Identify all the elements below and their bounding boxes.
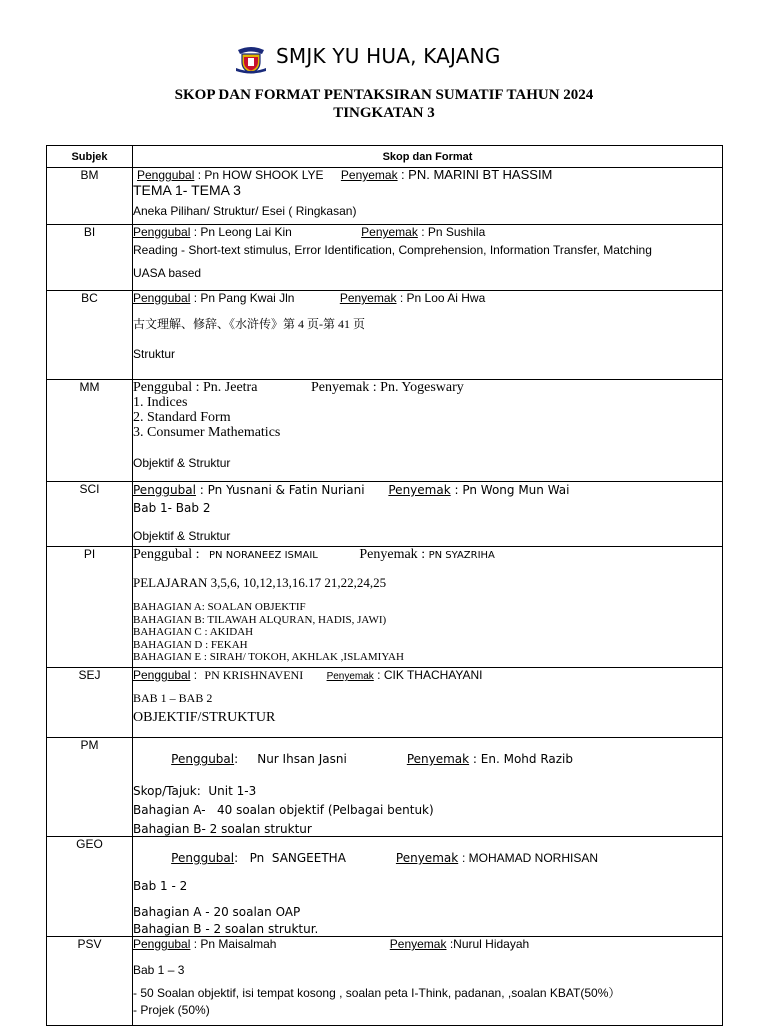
scope-line: Objektif & Struktur [133, 456, 231, 470]
subject-cell: SCI [47, 482, 133, 547]
scope-line: Bahagian B- 2 soalan struktur [133, 822, 312, 836]
penggubal-colon: : [195, 547, 200, 562]
subject-cell: PSV [47, 937, 133, 1026]
scope-line: 2. Standard Form [133, 410, 231, 425]
table-row [47, 547, 723, 668]
penyemak-label: Penyemak [340, 168, 398, 182]
scope-line: Bab 1- Bab 2 [133, 501, 211, 515]
scope-cell [133, 837, 723, 937]
scope-line: 1. Indices [133, 395, 188, 410]
penyemak-label: Penyemak [310, 380, 370, 395]
scope-line: BAB 1 – BAB 2 [133, 691, 213, 705]
scope-line: Aneka Pilihan/ Struktur/ Esei ( Ringkasan) [133, 204, 357, 218]
school-crest-icon [234, 44, 268, 74]
document-title: SKOP DAN FORMAT PENTAKSIRAN SUMATIF TAHUN 2024 [174, 87, 594, 103]
table-row [47, 738, 723, 837]
penyemak-name: : En. Mohd Razib [472, 752, 574, 766]
scope-cell [133, 168, 723, 225]
scope-line: BAHAGIAN C : AKIDAH [133, 626, 254, 638]
penggubal-label: Penggubal [171, 851, 235, 865]
scope-line: BAHAGIAN D : FEKAH [133, 638, 248, 651]
penyemak-label: Penyemak [406, 752, 470, 766]
scope-line: BAHAGIAN B: TILAWAH ALQURAN, HADIS, JAWI) [133, 613, 387, 626]
penggubal-name: : Pn Maisalmah [193, 937, 277, 951]
table-row [47, 380, 723, 482]
penggubal-label: Penggubal [133, 291, 191, 305]
penggubal-label: Penggubal [133, 937, 191, 951]
scope-cell [133, 547, 723, 668]
column-header-scope: Skop dan Format [133, 146, 723, 168]
penggubal-name: : Pn. Jeetra [195, 380, 258, 395]
penyemak-label: Penyemak [395, 851, 459, 865]
penyemak-name: : PN. MARINI BT HASSIM [400, 167, 553, 182]
penggubal-name: PN KRISHNAVENI [204, 668, 304, 682]
document-subtitle: TINGKATAN 3 [333, 105, 435, 121]
scope-line: Reading - Short-text stimulus, Error Identification, Comprehension, Information Transfer, Matching [133, 243, 652, 257]
penggubal-label: Penggubal [133, 483, 196, 497]
scope-line: TEMA 1- TEMA 3 [133, 182, 241, 198]
table-row [47, 668, 723, 738]
scope-cell [133, 291, 723, 380]
scope-line: Struktur [133, 347, 176, 361]
penyemak-label: Penyemak [361, 225, 418, 239]
penyemak-name: PN SYAZRIHA [428, 550, 495, 561]
penggubal-name: : Pn HOW SHOOK LYE [197, 168, 324, 182]
subject-cell: PM [47, 738, 133, 837]
scope-line: Bahagian B - 2 soalan struktur. [133, 922, 319, 936]
penyemak-name: : Pn Sushila [421, 225, 486, 239]
table-row [47, 837, 723, 937]
scope-line: 3. Consumer Mathematics [133, 425, 281, 440]
scope-line: PELAJARAN 3,5,6, 10,12,13,16.17 21,22,24,25 [133, 575, 387, 590]
penggubal-name: : Nur Ihsan Jasni [234, 752, 347, 766]
scope-line: - Projek (50%) [133, 1003, 210, 1017]
penyemak-name: :Nurul Hidayah [449, 937, 530, 951]
scope-cell [133, 380, 723, 482]
table-row [47, 937, 723, 1026]
subject-cell: BI [47, 225, 133, 291]
scope-cell [133, 738, 723, 837]
column-header-subject: Subjek [47, 146, 133, 168]
scope-line: Bahagian A- 40 soalan objektif (Pelbagai bentuk) [133, 803, 434, 817]
subject-cell: MM [47, 380, 133, 482]
penyemak-name: : MOHAMAD NORHISAN [462, 851, 599, 865]
penggubal-name: PN NORANEEZ ISMAIL [209, 550, 318, 561]
penggubal-name: : Pn SANGEETHA [234, 851, 346, 865]
penggubal-label: Penggubal [133, 668, 191, 682]
penggubal-colon: : [193, 668, 198, 682]
scope-line: Objektif & Struktur [133, 529, 231, 543]
penyemak-name: : CIK THACHAYANI [377, 668, 483, 682]
table-header-row [47, 146, 723, 168]
penyemak-label: Penyemak [389, 937, 447, 951]
scope-line: BAHAGIAN E : SIRAH/ TOKOH, AKHLAK ,ISLAMIYAH [133, 651, 404, 663]
penggubal-name: : Pn Pang Kwai Jln [193, 291, 295, 305]
scope-cell [133, 225, 723, 291]
subject-cell: BC [47, 291, 133, 380]
penyemak-colon: : [421, 547, 426, 562]
subject-cell: BM [47, 168, 133, 225]
penggubal-name: : Pn Leong Lai Kin [193, 225, 292, 239]
subject-cell: SEJ [47, 668, 133, 738]
scope-line: Bab 1 - 2 [133, 879, 188, 893]
scope-line: UASA based [133, 266, 202, 280]
penyemak-label: Penyemak [359, 547, 418, 562]
table-row [47, 168, 723, 225]
penyemak-label: Penyemak [326, 671, 374, 682]
subject-cell: PI [47, 547, 133, 668]
scope-line: 古文理解、修辞、《水浒传》第 4 页-第 41 页 [133, 317, 365, 331]
table-row [47, 482, 723, 547]
penggubal-label: Penggubal [133, 380, 193, 395]
scope-line: BAHAGIAN A: SOALAN OBJEKTIF [133, 601, 306, 613]
penyemak-label: Penyemak [388, 483, 451, 497]
scope-line: - 50 Soalan objektif, isi tempat kosong , soalan peta I-Think, padanan, ,soalan KBAT(50%） [133, 986, 621, 1000]
penggubal-label: Penggubal [137, 168, 195, 182]
document-header [0, 40, 768, 74]
table-row [47, 291, 723, 380]
subject-cell: GEO [47, 837, 133, 937]
scope-line: OBJEKTIF/STRUKTUR [133, 710, 276, 725]
scope-line: Skop/Tajuk: Unit 1-3 [133, 784, 257, 798]
scope-table [46, 145, 723, 1026]
scope-cell [133, 668, 723, 738]
penggubal-label: Penggubal [171, 752, 235, 766]
school-name: SMJK YU HUA, KAJANG [276, 44, 501, 68]
penyemak-name: : Pn Wong Mun Wai [454, 483, 570, 497]
penggubal-label: Penggubal [133, 225, 191, 239]
scope-line: Bab 1 – 3 [133, 963, 185, 977]
penyemak-name: : Pn. Yogeswary [372, 380, 464, 395]
table-row [47, 225, 723, 291]
penyemak-label: Penyemak [339, 291, 397, 305]
scope-line: Bahagian A - 20 soalan OAP [133, 905, 301, 919]
scope-cell [133, 937, 723, 1026]
scope-cell [133, 482, 723, 547]
penggubal-label: Penggubal [133, 547, 193, 562]
penggubal-name: : Pn Yusnani & Fatin Nuriani [199, 483, 365, 497]
penyemak-name: : Pn Loo Ai Hwa [399, 291, 486, 305]
